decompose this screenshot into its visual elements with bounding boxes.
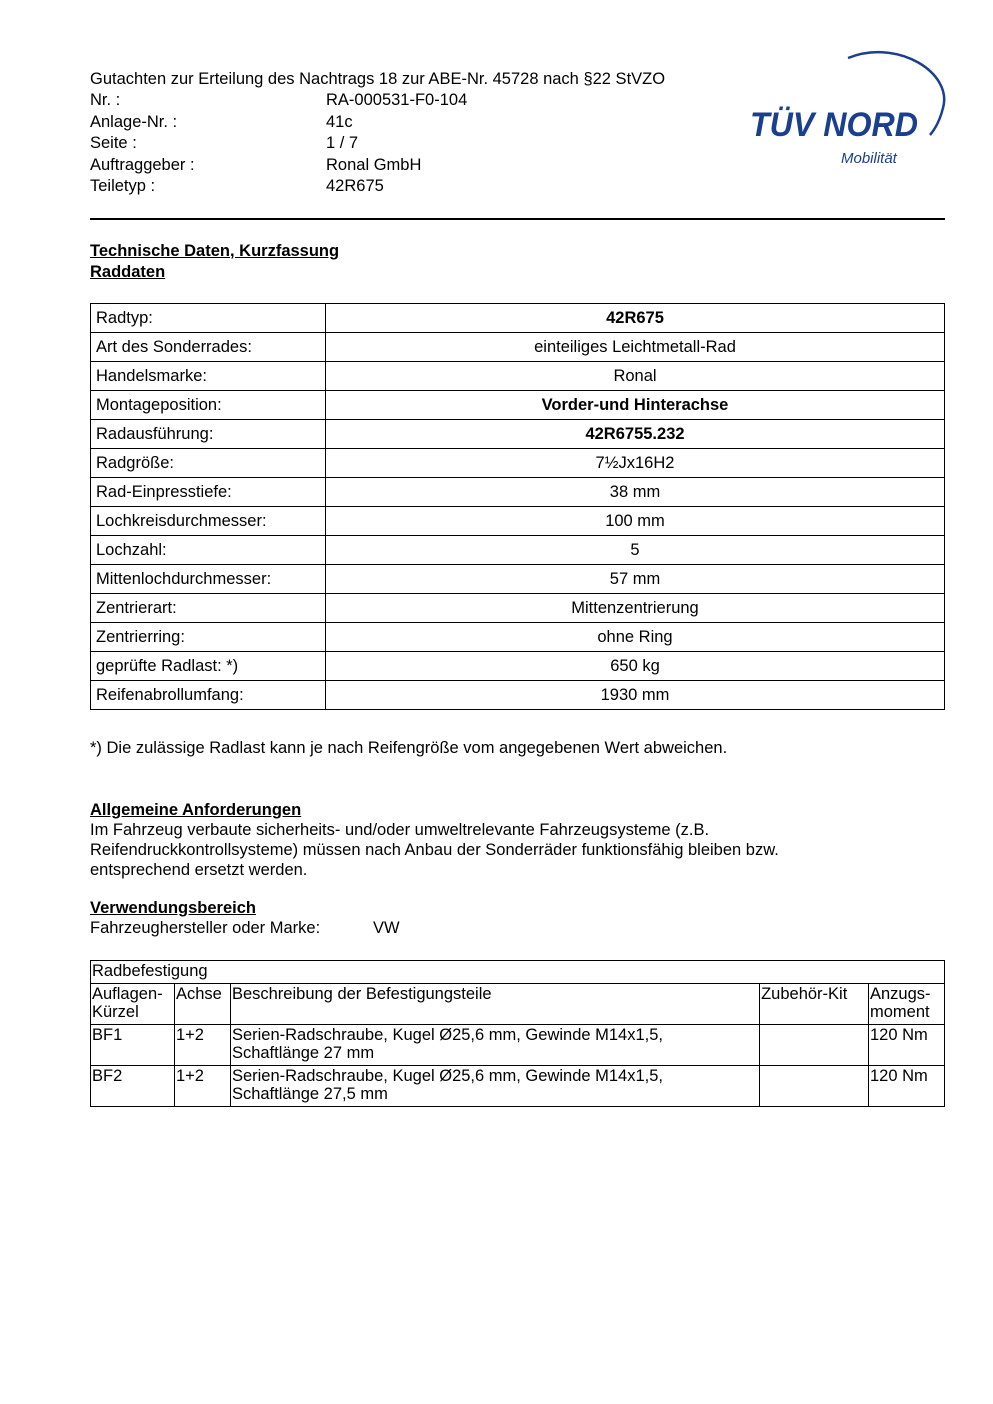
row-value: 42R675 xyxy=(326,304,945,333)
verwendung-value: VW xyxy=(373,919,400,937)
row-label: Zentrierring: xyxy=(91,623,326,652)
table-row xyxy=(91,1065,945,1106)
row-label: Rad-Einpresstiefe: xyxy=(91,478,326,507)
heading-raddaten: Raddaten xyxy=(90,263,166,281)
column-header: Beschreibung der Befestigungsteile xyxy=(230,983,759,1024)
tuev-nord-logo xyxy=(748,48,948,173)
tuev-nord-logo-graphic xyxy=(748,48,948,173)
row-label: Mittenlochdurchmesser: xyxy=(91,565,326,594)
table-row xyxy=(91,1024,945,1065)
cell-beschreibung: Serien-Radschraube, Kugel Ø25,6 mm, Gewinde M14x1,5, Schaftlänge 27 mm xyxy=(230,1024,759,1065)
meta-row-anlage xyxy=(90,112,665,133)
table-row xyxy=(91,478,945,507)
heading-technische-daten: Technische Daten, Kurzfassung xyxy=(90,242,340,260)
paragraph-line: entsprechend ersetzt werden. xyxy=(90,861,308,879)
radbefestigung-table xyxy=(90,960,945,1107)
row-label: Montageposition: xyxy=(91,391,326,420)
cell-kit xyxy=(760,1024,869,1065)
row-value: 5 xyxy=(326,536,945,565)
meta-row-auftraggeber xyxy=(90,155,665,176)
table-row xyxy=(91,652,945,681)
row-value: Vorder-und Hinterachse xyxy=(326,391,945,420)
row-label: Zentrierart: xyxy=(91,594,326,623)
cell-kuerzel: BF1 xyxy=(91,1024,175,1065)
row-value: 42R6755.232 xyxy=(326,420,945,449)
heading-allgemeine-anforderungen: Allgemeine Anforderungen xyxy=(90,801,302,819)
row-label: Art des Sonderrades: xyxy=(91,333,326,362)
meta-row-seite xyxy=(90,133,665,154)
row-value: 650 kg xyxy=(326,652,945,681)
row-value: Ronal xyxy=(326,362,945,391)
table-row xyxy=(91,565,945,594)
row-value: 57 mm xyxy=(326,565,945,594)
table-row xyxy=(91,681,945,710)
heading-verwendungsbereich: Verwendungsbereich xyxy=(90,899,256,917)
column-header: Anzugs- moment xyxy=(869,983,945,1024)
verwendung-row xyxy=(90,919,400,938)
meta-value: RA-000531-F0-104 xyxy=(326,91,468,110)
cell-beschreibung: Serien-Radschraube, Kugel Ø25,6 mm, Gewinde M14x1,5, Schaftlänge 27,5 mm xyxy=(230,1065,759,1106)
meta-key: Auftraggeber : xyxy=(90,155,195,174)
logo-brand-text: TÜV NORD xyxy=(750,106,918,144)
row-value: 38 mm xyxy=(326,478,945,507)
row-label: Radgröße: xyxy=(91,449,326,478)
meta-key: Nr. : xyxy=(90,91,121,110)
table-row xyxy=(91,304,945,333)
column-header: Zubehör-Kit xyxy=(760,983,869,1024)
footnote: *) Die zulässige Radlast kann je nach Reifengröße vom angegebenen Wert abweichen. xyxy=(90,739,728,757)
meta-value: 41c xyxy=(326,112,353,131)
cell-achse: 1+2 xyxy=(174,1065,230,1106)
table-row xyxy=(91,333,945,362)
meta-key: Teiletyp : xyxy=(90,177,156,196)
row-value: Mittenzentrierung xyxy=(326,594,945,623)
table-row xyxy=(91,449,945,478)
row-value: 1930 mm xyxy=(326,681,945,710)
meta-key: Anlage-Nr. : xyxy=(90,112,178,131)
table-row xyxy=(91,420,945,449)
cell-achse: 1+2 xyxy=(174,1024,230,1065)
row-label: Radtyp: xyxy=(91,304,326,333)
row-label: Radausführung: xyxy=(91,420,326,449)
meta-row-teiletyp xyxy=(90,176,665,197)
row-label: Lochzahl: xyxy=(91,536,326,565)
raddaten-table xyxy=(90,303,945,710)
row-label: Lochkreisdurchmesser: xyxy=(91,507,326,536)
row-label: Reifenabrollumfang: xyxy=(91,681,326,710)
paragraph-line: Im Fahrzeug verbaute sicherheits- und/oder umweltrelevante Fahrzeugsysteme (z.B. xyxy=(90,821,710,839)
table-header-row xyxy=(91,983,945,1024)
meta-value: 42R675 xyxy=(326,177,384,196)
table-title: Radbefestigung xyxy=(91,961,945,984)
document-title: Gutachten zur Erteilung des Nachtrags 18 zur ABE-Nr. 45728 nach §22 StVZO xyxy=(90,70,666,88)
cell-moment: 120 Nm xyxy=(869,1024,945,1065)
meta-key: Seite : xyxy=(90,134,137,153)
row-label: geprüfte Radlast: *) xyxy=(91,652,326,681)
header-divider xyxy=(90,218,945,220)
meta-value: Ronal GmbH xyxy=(326,155,422,174)
cell-moment: 120 Nm xyxy=(869,1065,945,1106)
table-row xyxy=(91,507,945,536)
verwendung-label: Fahrzeughersteller oder Marke: xyxy=(90,919,321,937)
meta-row-nr xyxy=(90,90,665,111)
logo-sub-text: Mobilität xyxy=(841,150,897,167)
row-value: 100 mm xyxy=(326,507,945,536)
allgemein-paragraph xyxy=(90,820,779,880)
row-value: 7½Jx16H2 xyxy=(326,449,945,478)
table-row xyxy=(91,536,945,565)
table-row xyxy=(91,623,945,652)
row-label: Handelsmarke: xyxy=(91,362,326,391)
table-row xyxy=(91,594,945,623)
column-header: Auflagen- Kürzel xyxy=(91,983,175,1024)
column-header: Achse xyxy=(174,983,230,1024)
document-header xyxy=(90,69,665,197)
meta-value: 1 / 7 xyxy=(326,134,359,153)
table-row xyxy=(91,362,945,391)
cell-kuerzel: BF2 xyxy=(91,1065,175,1106)
row-value: ohne Ring xyxy=(326,623,945,652)
cell-kit xyxy=(760,1065,869,1106)
table-row xyxy=(91,391,945,420)
row-value: einteiliges Leichtmetall-Rad xyxy=(326,333,945,362)
paragraph-line: Reifendruckkontrollsysteme) müssen nach Anbau der Sonderräder funktionsfähig bleiben bzw. xyxy=(90,841,779,859)
table-title-row xyxy=(91,961,945,984)
